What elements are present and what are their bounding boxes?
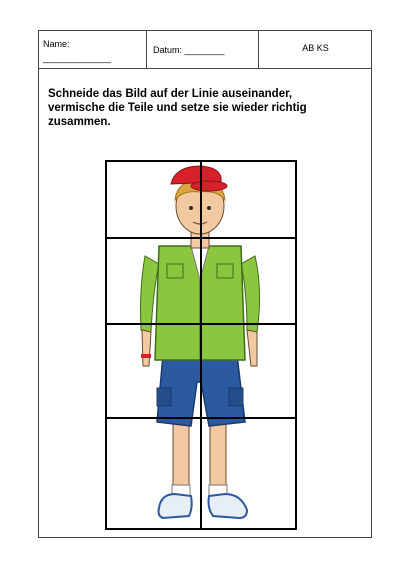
left-cargo-pocket	[157, 388, 171, 406]
right-cargo-pocket	[229, 388, 243, 406]
wristband	[141, 354, 151, 358]
instruction-text: Schneide das Bild auf der Linie auseinander, vermische die Teile und setze sie wieder richtig zusammen.	[48, 88, 307, 128]
right-forearm	[247, 330, 257, 366]
right-shoe	[209, 494, 248, 518]
ab-ks-label: AB KS	[302, 43, 329, 53]
cap-brim	[191, 181, 227, 191]
right-eye	[207, 206, 211, 210]
date-label: Datum: ________	[153, 45, 225, 55]
name-field-line: _______________	[43, 53, 111, 63]
left-forearm	[142, 330, 151, 366]
date-cell	[147, 31, 259, 68]
left-leg	[173, 420, 189, 490]
cut-puzzle	[105, 160, 297, 530]
ab-cell	[259, 31, 372, 68]
name-label: Name:	[43, 39, 70, 49]
worksheet-header	[39, 31, 371, 69]
boy-illustration	[105, 160, 297, 530]
left-eye	[189, 206, 193, 210]
name-cell	[39, 31, 147, 68]
left-shoe	[159, 494, 192, 518]
right-leg	[210, 420, 226, 490]
